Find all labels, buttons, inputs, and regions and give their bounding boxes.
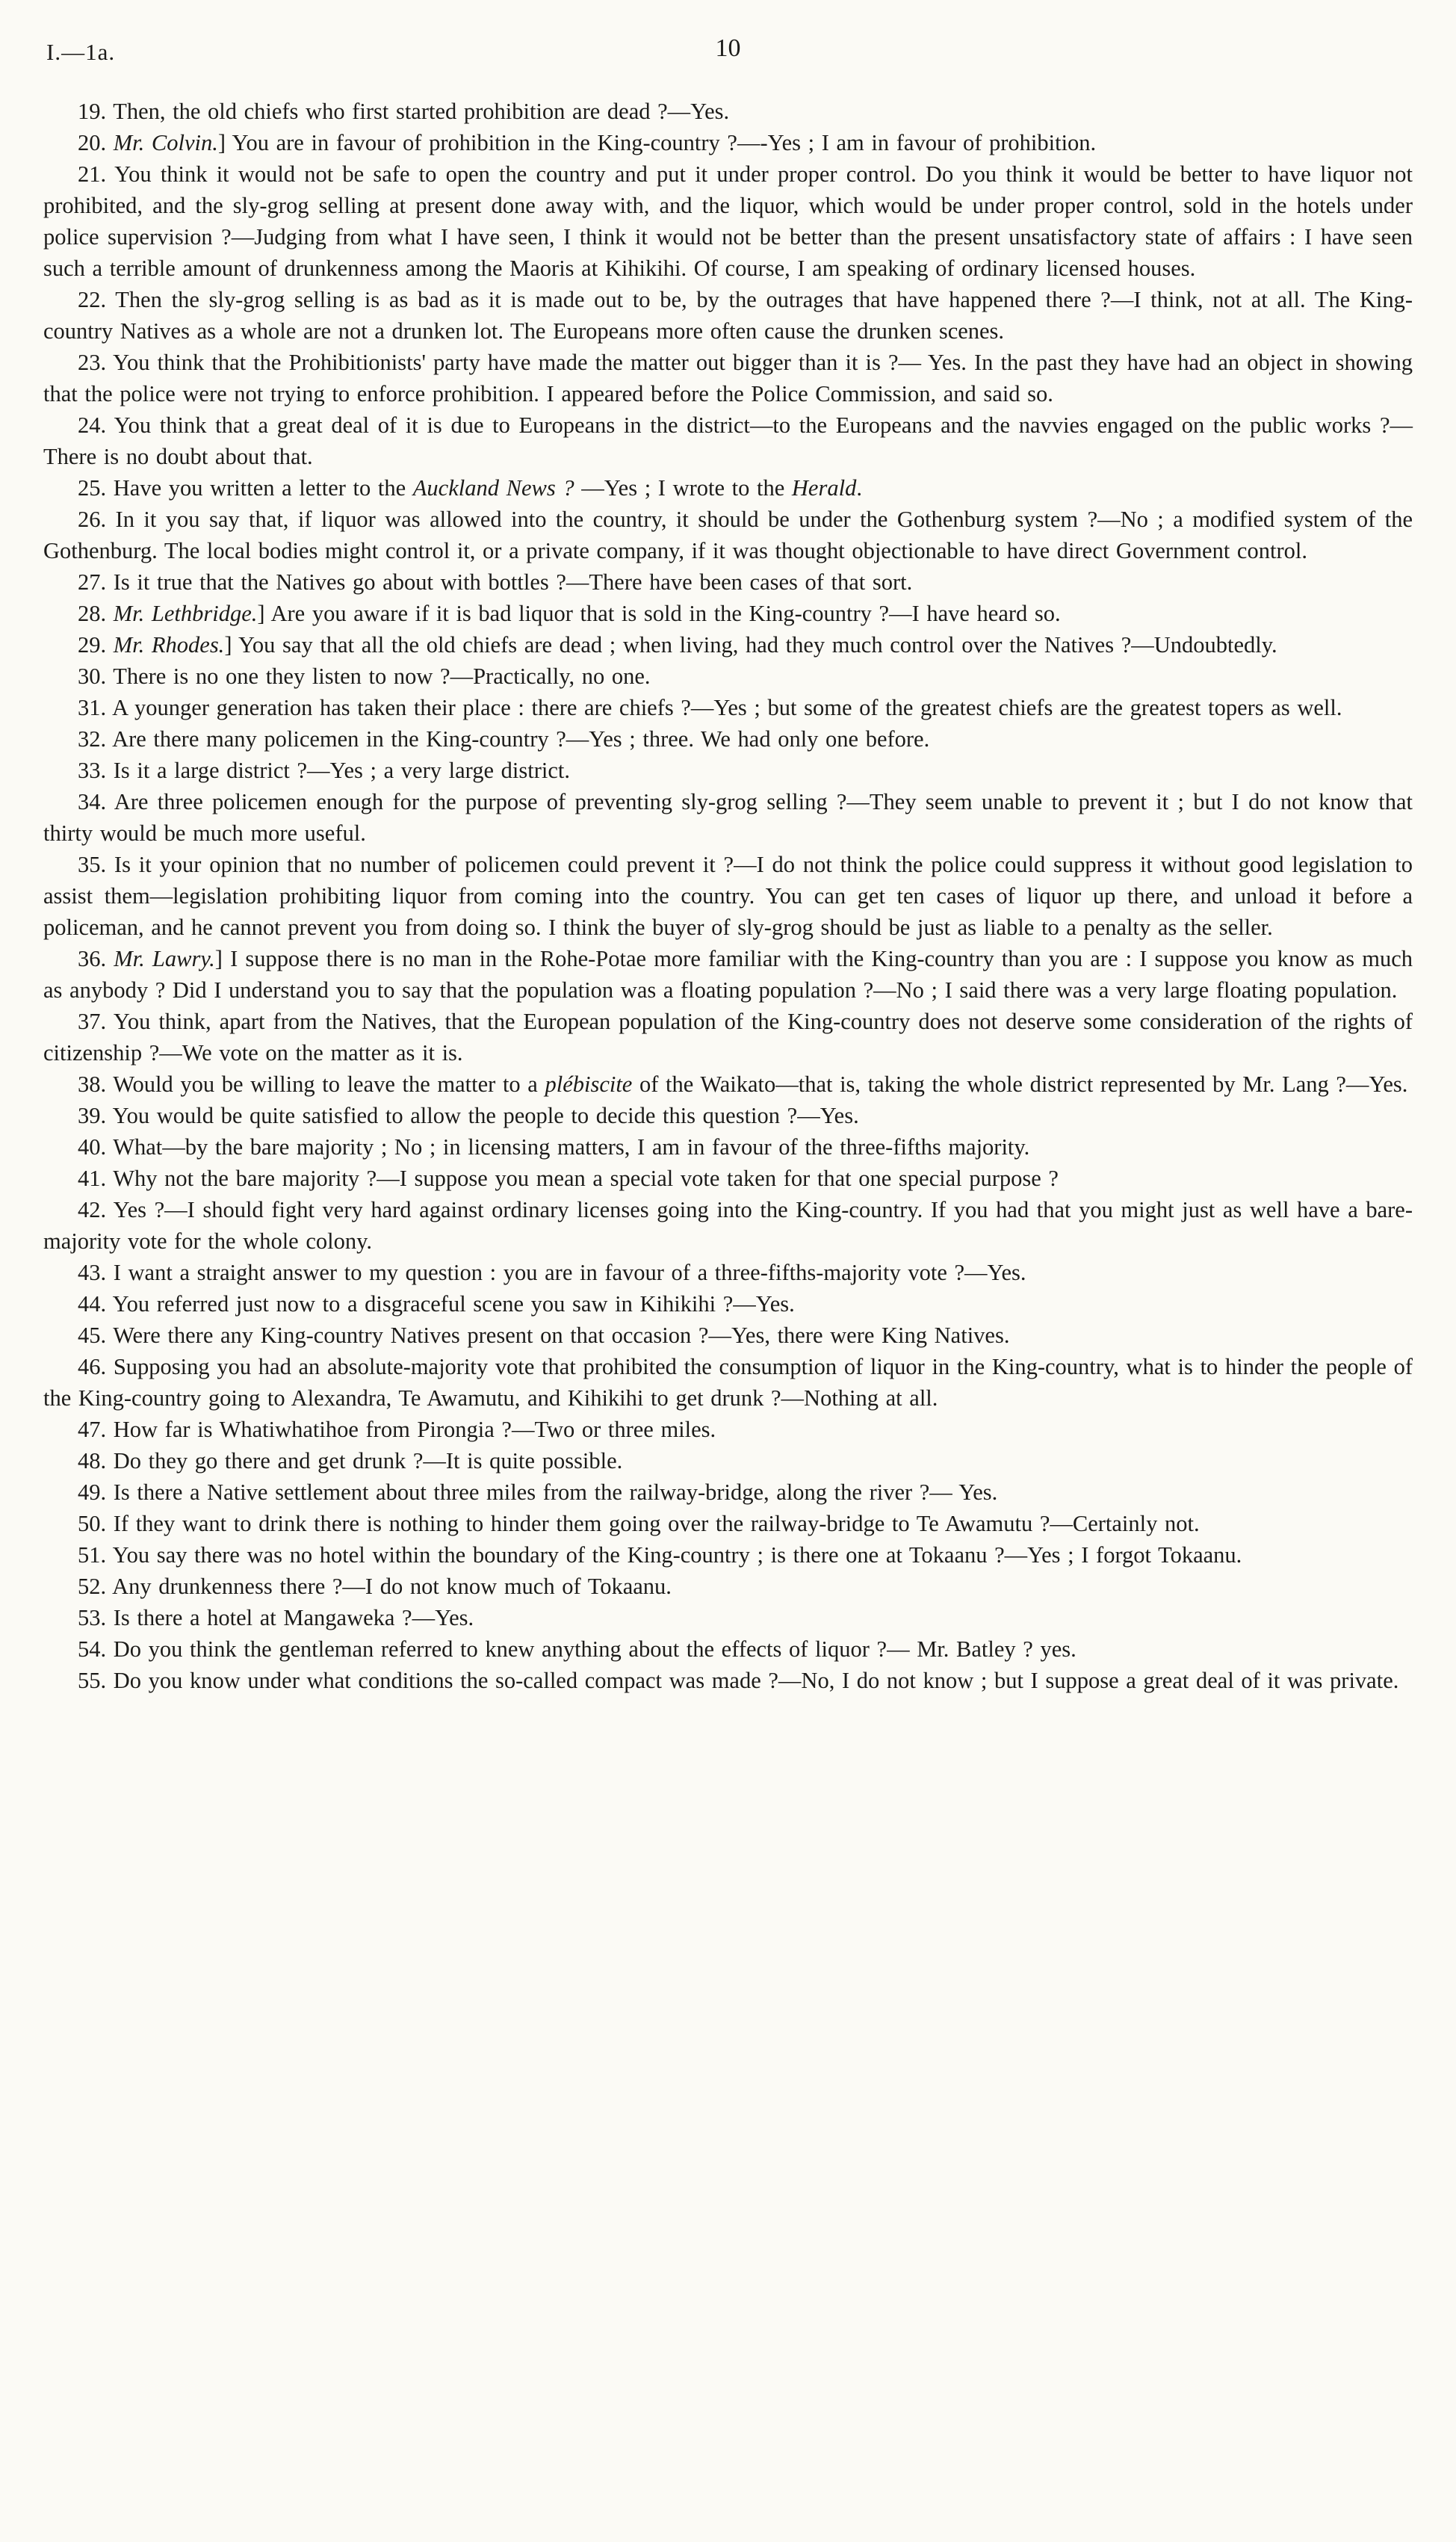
- text-run: 29.: [78, 632, 114, 658]
- text-run: 50. If they want to drink there is nothing to hinder them going over the railway-bridge to Te Awamutu ?—Certainly not.: [78, 1511, 1200, 1536]
- paragraph: [43, 692, 1413, 723]
- paragraph: [43, 1163, 1413, 1194]
- paragraph: [43, 723, 1413, 755]
- paragraph: [43, 1445, 1413, 1476]
- text-run: 22. Then the sly-grog selling is as bad as it is made out to be, by the outrages that have happened there ?—I think, not at all. The King-country Natives as a whole are not a drunken lot. The Europeans more often cause the drunken scenes.: [43, 287, 1413, 344]
- paragraph: [43, 1665, 1413, 1696]
- paragraph: [43, 1257, 1413, 1288]
- text-run: 51. You say there was no hotel within the boundary of the King-country ; is there one at Tokaanu ?—Yes ; I forgot Tokaanu.: [78, 1542, 1242, 1568]
- text-run: 28.: [78, 601, 114, 626]
- paragraph: [43, 661, 1413, 692]
- paragraph: [43, 1069, 1413, 1100]
- paragraph: [43, 96, 1413, 127]
- paragraph: [43, 1194, 1413, 1257]
- text-run: 36.: [78, 946, 114, 971]
- paragraph: [43, 849, 1413, 943]
- paragraph: [43, 284, 1413, 347]
- paragraph: [43, 786, 1413, 849]
- text-run: 34. Are three policemen enough for the purpose of preventing sly-grog selling ?—They seem unable to prevent it ; but I do not know that thirty would be much more useful.: [43, 789, 1413, 846]
- paragraph: [43, 1131, 1413, 1163]
- italic-text: Mr. Rhodes.: [113, 632, 225, 658]
- text-run: 30. There is no one they listen to now ?—Practically, no one.: [78, 664, 651, 689]
- text-run: 48. Do they go there and get drunk ?—It is quite possible.: [78, 1448, 623, 1473]
- text-run: ] I suppose there is no man in the Rohe-Potae more familiar with the King-country than you are : I suppose you know as much as anybody ? Did I understand you to say that the population was a floating population ?—No ; I said there was a very large floating population.: [43, 946, 1413, 1003]
- text-run: 39. You would be quite satisfied to allow the people to decide this question ?—Yes.: [78, 1103, 859, 1128]
- text-run: 42. Yes ?—I should fight very hard against ordinary licenses going into the King-country. If you had that you might just as well have a bare-majority vote for the whole colony.: [43, 1197, 1413, 1254]
- paragraph: [43, 1006, 1413, 1069]
- text-run: 53. Is there a hotel at Mangaweka ?—Yes.: [78, 1605, 474, 1630]
- paragraph: [43, 1288, 1413, 1320]
- text-run: 25. Have you written a letter to the: [78, 475, 413, 501]
- paragraph: [43, 504, 1413, 566]
- text-run: 45. Were there any King-country Natives present on that occasion ?—Yes, there were King Natives.: [78, 1323, 1010, 1348]
- italic-text: Mr. Lethbridge.: [113, 601, 258, 626]
- page-number: 10: [715, 34, 741, 62]
- text-run: 46. Supposing you had an absolute-majority vote that prohibited the consumption of liquor in the King-country, what is to hinder the people of the King-country going to Alexandra, Te Awamutu, and Kihikihi to get drunk ?—Nothing at all.: [43, 1354, 1413, 1411]
- text-run: 35. Is it your opinion that no number of policemen could prevent it ?—I do not think the police could suppress it without good legislation to assist them—legislation prohibiting liquor from coming into the country. You can get ten cases of liquor up there, and unload it before a policeman, and he cannot prevent you from doing so. I think the buyer of sly-grog should be just as liable to a penalty as the seller.: [43, 852, 1413, 940]
- text-run: 40. What—by the bare majority ; No ; in licensing matters, I am in favour of the three-fifths majority.: [78, 1134, 1030, 1160]
- text-run: 21. You think it would not be safe to open the country and put it under proper control. Do you think it would be better to have liquor not prohibited, and the sly-grog selling at present done away with, and the liquor, which would be under proper control, sold in the hotels under police supervision ?—Judging from what I have seen, I think it would not be better than the present unsatisfactory state of affairs : I have seen such a terrible amount of drunkenness among the Maoris at Kihikihi. Of course, I am speaking of ordinary licensed houses.: [43, 161, 1413, 281]
- paragraph: [43, 943, 1413, 1006]
- text-run: ] You say that all the old chiefs are dead ; when living, had they much control over the Natives ?—Undoubtedly.: [224, 632, 1277, 658]
- text-run: 19. Then, the old chiefs who first started prohibition are dead ?—Yes.: [78, 99, 730, 124]
- paragraph: [43, 566, 1413, 598]
- italic-text: Herald: [791, 475, 857, 501]
- text-run: 20.: [78, 130, 114, 155]
- paragraph: [43, 1320, 1413, 1351]
- paragraph: [43, 409, 1413, 472]
- italic-text: plébiscite: [545, 1071, 633, 1097]
- paragraph: [43, 472, 1413, 504]
- text-run: ] You are in favour of prohibition in the King-country ?—-Yes ; I am in favour of prohibition.: [217, 130, 1097, 155]
- text-run: 54. Do you think the gentleman referred to knew anything about the effects of liquor ?— Mr. Batley ? yes.: [78, 1636, 1076, 1662]
- paragraph: [43, 1571, 1413, 1602]
- text-run: 49. Is there a Native settlement about three miles from the railway-bridge, along the river ?— Yes.: [78, 1479, 998, 1505]
- text-run: —Yes ; I wrote to the: [574, 475, 792, 501]
- document-body: [43, 96, 1413, 1696]
- italic-text: Auckland News ?: [412, 475, 574, 501]
- italic-text: Mr. Lawry.: [114, 946, 215, 971]
- italic-text: Mr. Colvin.: [113, 130, 218, 155]
- paragraph: [43, 1539, 1413, 1571]
- text-run: 23. You think that the Prohibitionists' party have made the matter out bigger than it is ?— Yes. In the past they have had an object in showing that the police were not trying to enforce prohibition. I appeared before the Police Commission, and said so.: [43, 350, 1413, 406]
- paragraph: [43, 1476, 1413, 1508]
- text-run: 24. You think that a great deal of it is due to Europeans in the district—to the Europeans and the navvies engaged on the public works ?—There is no doubt about that.: [43, 412, 1413, 469]
- paragraph: [43, 347, 1413, 409]
- paragraph: [43, 1100, 1413, 1131]
- text-run: of the Waikato—that is, taking the whole district represented by Mr. Lang ?—Yes.: [632, 1071, 1408, 1097]
- text-run: 44. You referred just now to a disgraceful scene you saw in Kihikihi ?—Yes.: [78, 1291, 795, 1317]
- text-run: .: [856, 475, 862, 501]
- paragraph: [43, 598, 1413, 629]
- paragraph: [43, 1633, 1413, 1665]
- paragraph: [43, 755, 1413, 786]
- text-run: 31. A younger generation has taken their place : there are chiefs ?—Yes ; but some of the greatest chiefs are the greatest topers as well.: [78, 695, 1342, 720]
- text-run: 32. Are there many policemen in the King-country ?—Yes ; three. We had only one before.: [78, 726, 930, 752]
- text-run: 27. Is it true that the Natives go about with bottles ?—There have been cases of that sort.: [78, 569, 913, 595]
- paragraph: [43, 1351, 1413, 1414]
- paragraph: [43, 1508, 1413, 1539]
- text-run: 33. Is it a large district ?—Yes ; a very large district.: [78, 758, 570, 783]
- paragraph: [43, 158, 1413, 284]
- page-header: [43, 34, 1413, 84]
- text-run: 52. Any drunkenness there ?—I do not know much of Tokaanu.: [78, 1574, 672, 1599]
- text-run: 47. How far is Whatiwhatihoe from Pirongia ?—Two or three miles.: [78, 1417, 716, 1442]
- document-reference: I.—1a.: [46, 39, 116, 65]
- paragraph: [43, 127, 1413, 158]
- paragraph: [43, 1602, 1413, 1633]
- text-run: 38. Would you be willing to leave the matter to a: [78, 1071, 545, 1097]
- text-run: 43. I want a straight answer to my question : you are in favour of a three-fifths-majority vote ?—Yes.: [78, 1260, 1026, 1285]
- text-run: ] Are you aware if it is bad liquor that is sold in the King-country ?—I have heard so.: [257, 601, 1061, 626]
- paragraph: [43, 629, 1413, 661]
- text-run: 37. You think, apart from the Natives, that the European population of the King-country does not deserve some consideration of the rights of citizenship ?—We vote on the matter as it is.: [43, 1009, 1413, 1066]
- text-run: 55. Do you know under what conditions the so-called compact was made ?—No, I do not know ; but I suppose a great deal of it was private.: [78, 1668, 1399, 1693]
- paragraph: [43, 1414, 1413, 1445]
- text-run: 26. In it you say that, if liquor was allowed into the country, it should be under the Gothenburg system ?—No ; a modified system of the Gothenburg. The local bodies might control it, or a private company, if it was thought objectionable to have direct Government control.: [43, 507, 1413, 563]
- text-run: 41. Why not the bare majority ?—I suppose you mean a special vote taken for that one special purpose ?: [78, 1166, 1059, 1191]
